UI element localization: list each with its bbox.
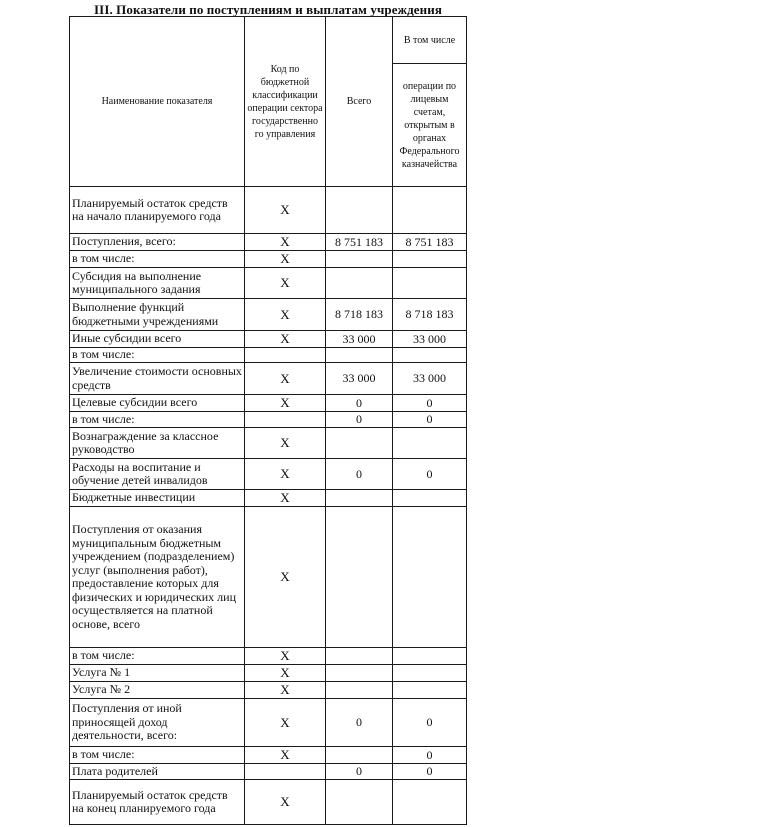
- row-total: [326, 268, 393, 299]
- row-name: в том числе:: [70, 412, 245, 428]
- row-fk: 0: [393, 412, 467, 428]
- row-total: 33 000: [326, 331, 393, 348]
- table-row: [70, 412, 467, 428]
- row-name: Субсидия на выполнение муниципального задания: [70, 268, 245, 299]
- row-code: X: [245, 299, 326, 331]
- row-fk: 33 000: [393, 363, 467, 395]
- row-code: X: [245, 780, 326, 825]
- header-code: Код по бюджетной классификации операции сектора государственно го управления: [245, 17, 326, 187]
- row-total: [326, 187, 393, 234]
- table-row: [70, 331, 467, 348]
- row-fk: 0: [393, 459, 467, 490]
- row-fk: 0: [393, 699, 467, 747]
- row-fk: [393, 648, 467, 665]
- row-fk: 0: [393, 395, 467, 412]
- table-row: [70, 363, 467, 395]
- row-total: 33 000: [326, 363, 393, 395]
- row-fk: [393, 682, 467, 699]
- table-row: [70, 348, 467, 363]
- row-fk: 0: [393, 764, 467, 780]
- row-name: в том числе:: [70, 648, 245, 665]
- row-total: [326, 648, 393, 665]
- row-name: Бюджетные инвестиции: [70, 490, 245, 507]
- table-row: [70, 682, 467, 699]
- table-row: [70, 665, 467, 682]
- row-total: [326, 780, 393, 825]
- row-fk: [393, 428, 467, 459]
- row-fk: [393, 665, 467, 682]
- table-row: [70, 395, 467, 412]
- table-row: [70, 764, 467, 780]
- row-code: X: [245, 428, 326, 459]
- row-total: [326, 507, 393, 648]
- row-total: 8 718 183: [326, 299, 393, 331]
- row-code: X: [245, 682, 326, 699]
- row-name: Иные субсидии всего: [70, 331, 245, 348]
- table-row: [70, 747, 467, 764]
- row-fk: [393, 187, 467, 234]
- table-row: [70, 459, 467, 490]
- row-code: X: [245, 268, 326, 299]
- row-name: Увеличение стоимости основных средств: [70, 363, 245, 395]
- header-fk: операции по лицевым счетам, открытым в органах Федерального казначейства: [393, 64, 467, 187]
- row-total: [326, 428, 393, 459]
- row-fk: [393, 268, 467, 299]
- row-code: X: [245, 363, 326, 395]
- row-fk: 0: [393, 747, 467, 764]
- row-name: Услуга № 1: [70, 665, 245, 682]
- row-name: Планируемый остаток средств на конец планируемого года: [70, 780, 245, 825]
- row-total: [326, 490, 393, 507]
- row-total: [326, 348, 393, 363]
- row-fk: [393, 348, 467, 363]
- row-code: X: [245, 665, 326, 682]
- table-row: [70, 699, 467, 747]
- row-name: Целевые субсидии всего: [70, 395, 245, 412]
- header-name: Наименование показателя: [70, 17, 245, 187]
- row-name: в том числе:: [70, 251, 245, 268]
- row-name: Поступления, всего:: [70, 234, 245, 251]
- row-total: [326, 251, 393, 268]
- row-name: Услуга № 2: [70, 682, 245, 699]
- document-title: III. Показатели по поступлениям и выплатам учреждения: [94, 2, 442, 17]
- row-code: X: [245, 234, 326, 251]
- row-name: Расходы на воспитание и обучение детей инвалидов: [70, 459, 245, 490]
- row-total: [326, 747, 393, 764]
- row-total: 0: [326, 412, 393, 428]
- row-fk: [393, 251, 467, 268]
- row-code: X: [245, 490, 326, 507]
- row-code: X: [245, 699, 326, 747]
- row-code: X: [245, 331, 326, 348]
- header-row: [70, 17, 467, 64]
- header-including: В том числе: [393, 17, 467, 64]
- row-code: X: [245, 648, 326, 665]
- row-code: X: [245, 395, 326, 412]
- table-row: [70, 187, 467, 234]
- row-name: Вознаграждение за классное руководство: [70, 428, 245, 459]
- row-total: 0: [326, 459, 393, 490]
- row-name: Плата родителей: [70, 764, 245, 780]
- row-name: Планируемый остаток средств на начало планируемого года: [70, 187, 245, 234]
- row-fk: 8 751 183: [393, 234, 467, 251]
- row-code: X: [245, 747, 326, 764]
- row-code: [245, 348, 326, 363]
- row-total: 0: [326, 699, 393, 747]
- row-code: X: [245, 187, 326, 234]
- row-fk: [393, 507, 467, 648]
- table-row: [70, 490, 467, 507]
- table-row: [70, 234, 467, 251]
- row-code: X: [245, 459, 326, 490]
- table-row: [70, 428, 467, 459]
- row-code: X: [245, 507, 326, 648]
- row-name: в том числе:: [70, 747, 245, 764]
- row-fk: 8 718 183: [393, 299, 467, 331]
- table-row: [70, 780, 467, 825]
- income-expense-table: [69, 16, 467, 825]
- row-name: Поступления от оказания муниципальным бюджетным учреждением (подразделением) услуг (выполнения работ), предоставление которых для физических и юридических лиц осуществляется на платной основе, всего: [70, 507, 245, 648]
- table-row: [70, 251, 467, 268]
- row-name: Выполнение функций бюджетными учреждениями: [70, 299, 245, 331]
- table-row: [70, 268, 467, 299]
- table-row: [70, 507, 467, 648]
- header-total: Всего: [326, 17, 393, 187]
- row-total: [326, 682, 393, 699]
- table-row: [70, 299, 467, 331]
- row-code: [245, 764, 326, 780]
- row-name: Поступления от иной приносящей доход деятельности, всего:: [70, 699, 245, 747]
- row-fk: [393, 780, 467, 825]
- row-code: X: [245, 251, 326, 268]
- row-code: [245, 412, 326, 428]
- row-name: в том числе:: [70, 348, 245, 363]
- table-row: [70, 648, 467, 665]
- row-total: 0: [326, 764, 393, 780]
- row-total: 0: [326, 395, 393, 412]
- row-fk: [393, 490, 467, 507]
- row-total: [326, 665, 393, 682]
- row-total: 8 751 183: [326, 234, 393, 251]
- row-fk: 33 000: [393, 331, 467, 348]
